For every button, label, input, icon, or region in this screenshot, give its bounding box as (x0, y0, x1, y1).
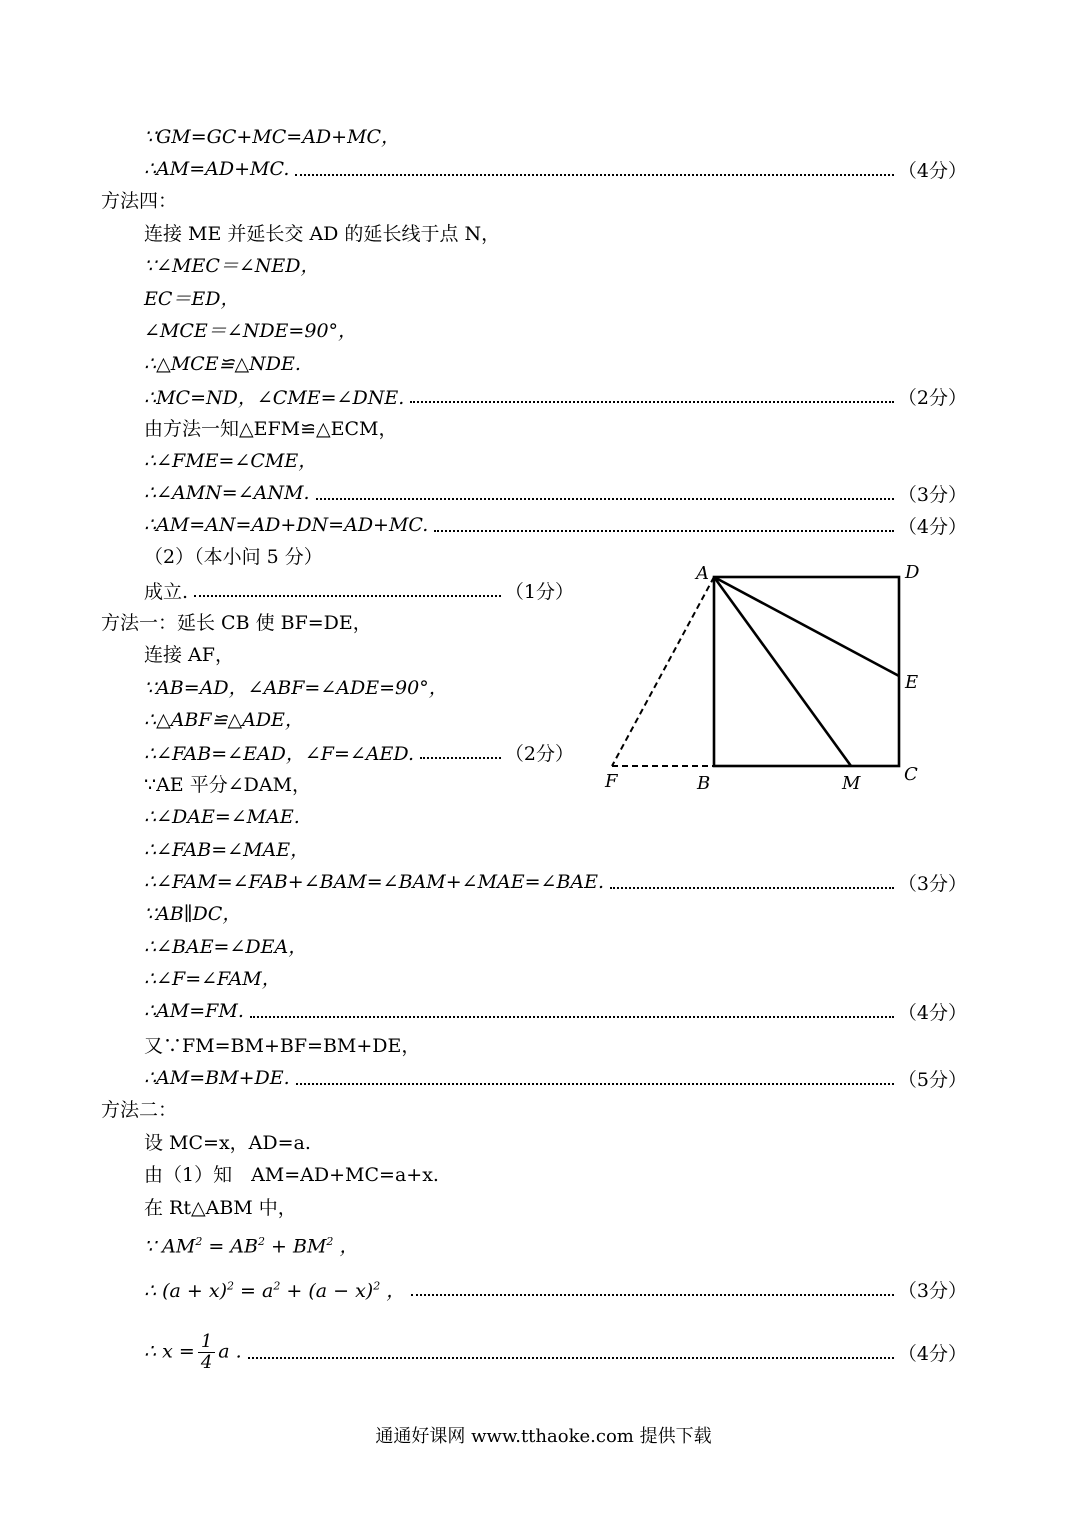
segment-AF (612, 577, 714, 766)
label-C: C (904, 764, 918, 785)
proof-line: EC＝ED， (144, 288, 240, 310)
proof-line: 在 Rt△ABM 中， (144, 1197, 297, 1219)
method-heading: 方法二： (101, 1099, 178, 1121)
proof-line-scored (144, 513, 967, 537)
square-ABCD (714, 577, 899, 766)
score: （2分） (897, 386, 967, 409)
score: （3分） (897, 483, 967, 506)
score: （4分） (897, 159, 967, 182)
equation-line-scored (144, 1328, 967, 1376)
proof-line: ∴∠F=∠FAM， (144, 968, 281, 990)
proof-line-scored (144, 999, 967, 1023)
proof-text: ∴∠FAB=∠EAD，∠F=∠AED. (144, 742, 415, 765)
dot-leader (411, 1294, 894, 1296)
dot-leader (316, 498, 894, 500)
proof-text: ∴AM=AD+MC. (144, 158, 290, 180)
segment-AE (714, 577, 899, 676)
footer-source: 通通好课网 www.tthaoke.com 提供下载 (375, 1426, 712, 1447)
proof-line-scored (144, 740, 574, 764)
proof-text: ∴MC=ND，∠CME=∠DNE. (144, 386, 405, 409)
dot-leader (194, 595, 501, 597)
dot-leader (248, 1357, 894, 1359)
dot-leader (295, 174, 893, 176)
proof-line: 由方法一知△EFM≌△ECM， (144, 418, 398, 440)
score: （2分） (504, 742, 574, 765)
proof-line: ∴∠BAE=∠DEA， (144, 936, 308, 958)
score: （3分） (897, 1279, 967, 1302)
label-E: E (905, 672, 919, 693)
fraction: $\frac{1}{4}$ (198, 1332, 215, 1373)
geometry-figure (600, 556, 930, 796)
label-D: D (905, 562, 920, 583)
proof-line-scored (144, 578, 574, 602)
method-heading: 方法四： (101, 190, 178, 212)
equation-line-scored (144, 1277, 967, 1301)
proof-text: ∴AM=BM+DE. (144, 1067, 290, 1089)
proof-line: ∴△MCE≌△NDE. (144, 353, 301, 375)
label-A: A (696, 563, 709, 584)
proof-text: 成立. (144, 580, 189, 603)
proof-line: 连接 AF， (144, 644, 234, 666)
dot-leader (420, 757, 501, 759)
sub-question-heading: （2）（本小问 5 分） (144, 546, 323, 568)
proof-line: ∴∠DAE=∠MAE. (144, 806, 300, 828)
proof-line: ∵GM=GC+MC=AD+MC， (144, 126, 401, 148)
dot-leader (434, 530, 894, 532)
proof-line-scored (144, 481, 967, 505)
proof-line: 设 MC=x，AD=a. (144, 1132, 311, 1154)
proof-line-scored (144, 157, 967, 181)
proof-text: ∴∠AMN=∠ANM. (144, 482, 310, 504)
proof-text: ∴AM=FM. (144, 1000, 244, 1022)
proof-line-scored (144, 870, 967, 894)
proof-line: ∵∠MEC＝∠NED， (144, 255, 320, 277)
proof-text: ∴AM=AN=AD+DN=AD+MC. (144, 514, 429, 536)
proof-line: ∠MCE＝∠NDE=90°， (144, 320, 358, 342)
score: （3分） (897, 872, 967, 895)
proof-line: 连接 ME 并延长交 AD 的延长线于点 N， (144, 223, 501, 245)
method-heading: 方法一：延长 CB 使 BF=DE， (101, 612, 372, 634)
dot-leader (296, 1083, 894, 1085)
proof-line: 又∵FM=BM+BF=BM+DE， (144, 1035, 421, 1057)
dot-leader (610, 887, 894, 889)
equation-line: ∵ $AM^2 = AB^2 + BM^2$ ， (144, 1235, 359, 1258)
label-F: F (605, 771, 618, 792)
proof-line: 由（1）知 AM=AD+MC=a+x. (144, 1164, 439, 1186)
equation: ∴ x = $\frac{1}{4}$ a . (144, 1330, 242, 1373)
proof-line-scored (144, 1066, 967, 1090)
label-M: M (842, 773, 861, 794)
proof-line: ∵AB=AD，∠ABF=∠ADE=90°， (144, 677, 448, 699)
equation: ∴ $(a + x)^2 = a^2 + (a - x)^2$ ， (144, 1279, 406, 1302)
label-B: B (697, 773, 711, 794)
proof-line: ∴∠FAB=∠MAE， (144, 839, 310, 861)
score: （4分） (897, 1342, 967, 1365)
proof-line-scored (144, 384, 967, 408)
dot-leader (250, 1016, 894, 1018)
score: （1分） (504, 580, 574, 603)
segment-AM (714, 577, 851, 766)
proof-line: ∵AE 平分∠DAM， (144, 774, 312, 796)
proof-line: ∴∠FME=∠CME， (144, 450, 318, 472)
dot-leader (410, 401, 894, 403)
proof-line: ∴△ABF≌△ADE， (144, 709, 304, 731)
score: （4分） (897, 515, 967, 538)
score: （5分） (897, 1068, 967, 1091)
score: （4分） (897, 1001, 967, 1024)
proof-line: ∵AB∥DC， (144, 903, 242, 925)
proof-text: ∴∠FAM=∠FAB+∠BAM=∠BAM+∠MAE=∠BAE. (144, 871, 605, 893)
